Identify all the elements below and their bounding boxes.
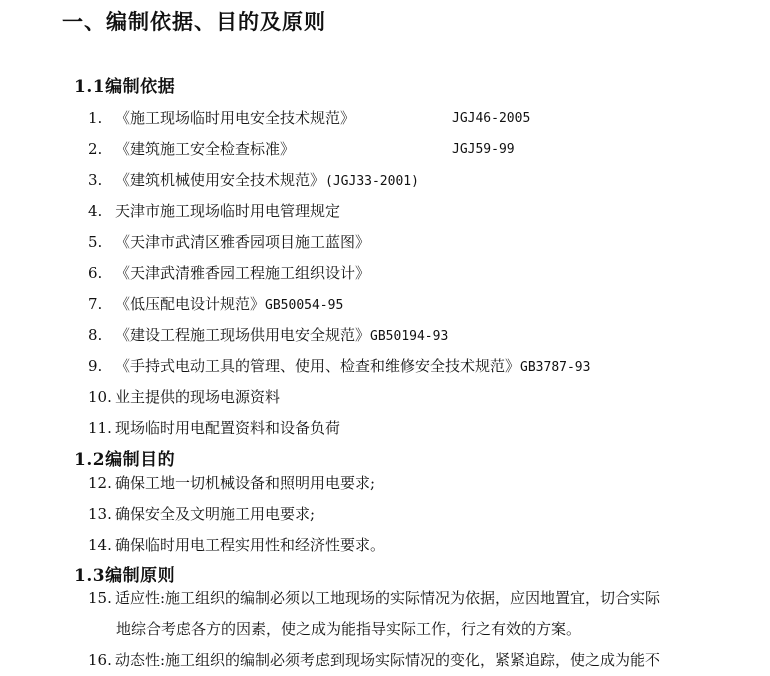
item-text: 《天津市武清区雅香园项目施工蓝图》	[115, 233, 371, 251]
item-number: 10.	[88, 388, 112, 406]
item-text: 动态性:施工组织的编制必须考虑到现场实际情况的变化，紧紧追踪，使之成为能不	[115, 651, 661, 669]
item-number: 13.	[88, 505, 112, 523]
item-text: 天津市施工现场临时用电管理规定	[115, 202, 341, 220]
item-text: 确保临时用电工程实用性和经济性要求。	[115, 536, 386, 554]
list-item	[88, 535, 385, 555]
list-item	[88, 418, 340, 438]
list-item	[88, 504, 315, 524]
item-text: 适应性:施工组织的编制必须以工地现场的实际情况为依据，应因地置宜，切合实际	[115, 589, 661, 607]
list-item	[88, 588, 660, 608]
standard-code: GB50194-93	[370, 329, 449, 344]
item-number: 3.	[88, 171, 103, 189]
standard-code: JGJ46-2005	[452, 111, 531, 126]
item-text: 《建设工程施工现场供用电安全规范》	[115, 326, 371, 344]
standard-code: GB50054-95	[265, 298, 344, 313]
item-text: 《建筑施工安全检查标准》	[115, 140, 296, 158]
item-number: 9.	[88, 357, 103, 375]
item-number: 6.	[88, 264, 103, 282]
list-item	[88, 139, 515, 159]
section-title-basis: 1.1编制依据	[74, 77, 176, 97]
standard-code: (JGJ33-2001)	[325, 174, 419, 189]
item-number: 14.	[88, 536, 112, 554]
section-title-principles: 1.3编制原则	[74, 566, 176, 586]
item-text: 《施工现场临时用电安全技术规范》	[115, 109, 356, 127]
list-item	[88, 294, 343, 316]
list-item	[88, 108, 531, 128]
item-text: 现场临时用电配置资料和设备负荷	[115, 419, 341, 437]
item-number: 12.	[88, 474, 112, 492]
item-number: 1.	[88, 109, 103, 127]
standard-code: GB3787-93	[520, 360, 591, 375]
item-continuation: 地综合考虑各方的因素，使之成为能指导实际工作，行之有效的方案。	[116, 620, 582, 638]
item-text: 《天津武清雅香园工程施工组织设计》	[115, 264, 371, 282]
list-item	[88, 650, 660, 670]
item-text: 业主提供的现场电源资料	[115, 388, 281, 406]
list-item	[88, 170, 419, 192]
item-text: 确保安全及文明施工用电要求;	[115, 505, 316, 523]
list-item	[88, 232, 370, 252]
section-title-purpose: 1.2编制目的	[74, 450, 176, 470]
item-text: 确保工地一切机械设备和照明用电要求;	[115, 474, 376, 492]
item-number: 5.	[88, 233, 103, 251]
item-number: 16.	[88, 651, 112, 669]
item-text: 《低压配电设计规范》	[115, 295, 266, 313]
item-number: 4.	[88, 202, 103, 220]
item-text: 《建筑机械使用安全技术规范》	[115, 171, 326, 189]
list-item	[88, 387, 280, 407]
item-number: 15.	[88, 589, 112, 607]
item-number: 2.	[88, 140, 103, 158]
item-text: 《手持式电动工具的管理、使用、检查和维修安全技术规范》	[115, 357, 521, 375]
list-item	[88, 325, 448, 347]
item-number: 7.	[88, 295, 103, 313]
main-heading: 一、编制依据、目的及原则	[62, 9, 326, 34]
list-item	[88, 201, 340, 221]
list-item	[88, 356, 590, 378]
list-item	[88, 263, 370, 283]
item-number: 8.	[88, 326, 103, 344]
item-number: 11.	[88, 419, 112, 437]
standard-code: JGJ59-99	[452, 142, 515, 157]
list-item	[88, 473, 375, 493]
